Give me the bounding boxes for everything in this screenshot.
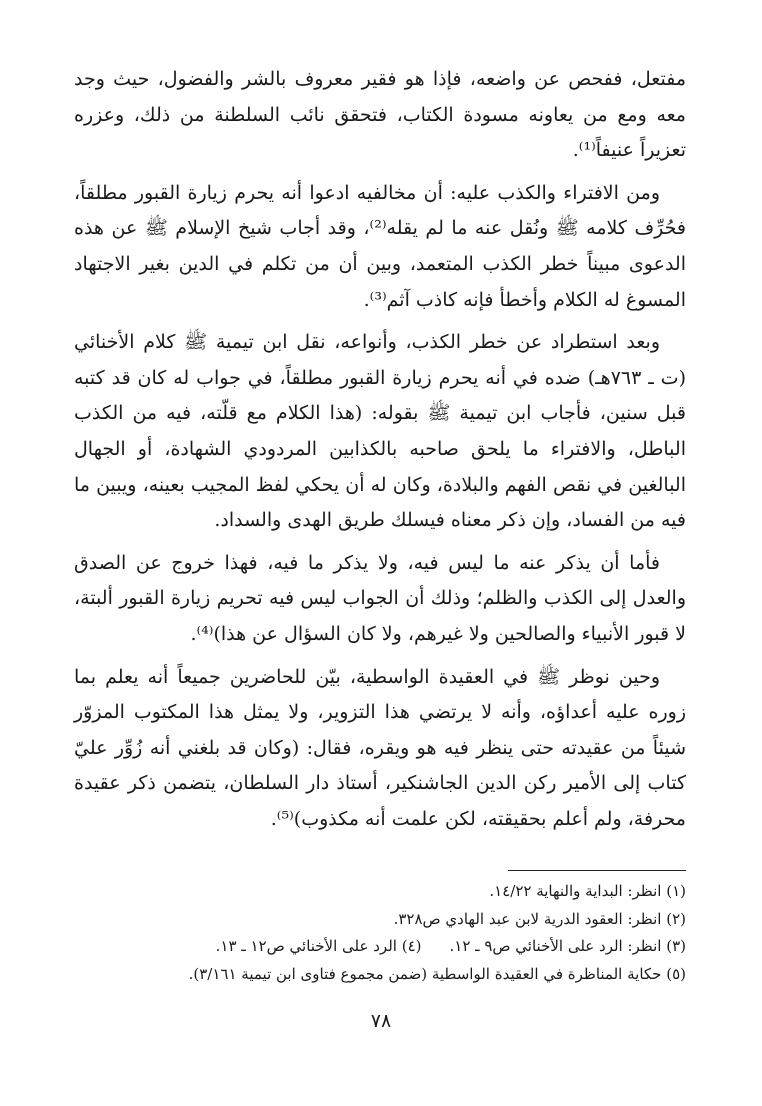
footnote-5: (٥) حكاية المناظرة في العقيدة الواسطية (ضمن مجموع فتاوى ابن تيمية ٣/١٦١). <box>188 964 686 983</box>
footnote-2: (٢) انظر: العقود الدرية لابن عبد الهادي ص٣٢٨. <box>393 909 686 928</box>
footnote-3: (٣) انظر: الرد على الأخنائي ص٩ ـ ١٢. <box>449 937 686 955</box>
page-number: ٧٨ <box>370 1010 392 1032</box>
paragraph-2: ومن الافتراء والكذب عليه: أن مخالفيه ادعوا أنه يحرم زيارة القبور مطلقاً، فحُرِّف كلامه ﷺ ونُقل عنه ما لم يقله⁽²⁾، وقد أجاب شيخ الإسلام ﷺ عن هذه الدعوى مبيناً خطر الكذب المتعمد، وبين أن من تكلم في الدين بغير الاجتهاد المسوغ له الكلام وأخطأ فإنه كاذب آثم⁽³⁾. <box>74 181 686 311</box>
footnote-1: (١) انظر: البداية والنهاية ١٤/٢٢. <box>489 882 686 900</box>
footnotes <box>74 878 686 988</box>
footnote-4: (٤) الرد على الأخنائي ص١٢ ـ ١٣. <box>215 937 422 955</box>
paragraph-4: فأما أن يذكر عنه ما ليس فيه، ولا يذكر ما فيه، فهذا خروج عن الصدق والعدل إلى الكذب والظلم؛ وذلك أن الجواب ليس فيه تحريم زيارة القبور ألبتة، لا قبور الأنبياء والصالحين ولا غيرهم، ولا كان السؤال عن هذا)⁽⁴⁾. <box>74 551 686 645</box>
main-text <box>74 62 686 844</box>
paragraph-3: وبعد استطراد عن خطر الكذب، وأنواعه، نقل ابن تيمية ﷺ كلام الأخنائي (ت ـ ٧٦٣هـ) ضده في أنه يحرم زيارة القبور مطلقاً، في جواب له كان قد كتبه قبل سنين، فأجاب ابن تيمية ﷺ بقوله: (هذا الكلام مع قلّته، فيه من الكذب الباطل، والافتراء ما يلحق صاحبه بالكذابين المردودي الشهادة، أو الجهال البالغين في نقص الفهم والبلادة، وكان له أن يحكي لفظ المجيب بعينه، ويبين ما فيه من الفساد، وإن ذكر معناه فيسلك طريق الهدى والسداد. <box>74 331 686 532</box>
paragraph-1: مفتعل، ففحص عن واضعه، فإذا هو فقير معروف بالشر والفضول، حيث وجد معه ومع من يعاونه مسودة الكتاب، فتحقق نائب السلطنة من ذلك، وعزره تعزيراً عنيفاً⁽¹⁾. <box>74 68 686 162</box>
footnote-row-3-4 <box>74 933 686 961</box>
footnote-separator <box>508 870 686 871</box>
paragraph-5: وحين نوظر ﷺ في العقيدة الواسطية، بيّن للحاضرين جميعاً أنه يعلم بما زوره عليه أعداؤه، وأنه لا يرتضي هذا التزوير، ولا يمثل هذا المكتوب المزوّر شيئاً من عقيدته حتى ينظر فيه هو ويقره، فقال: (وكان قد بلغني أنه زُوِّر عليّ كتاب إلى الأمير ركن الدين الجاشنكير، أستاذ دار السلطان، يتضمن ذكر عقيدة محرفة، ولم أعلم بحقيقته، لكن علمت أنه مكذوب)⁽⁵⁾. <box>74 665 686 830</box>
